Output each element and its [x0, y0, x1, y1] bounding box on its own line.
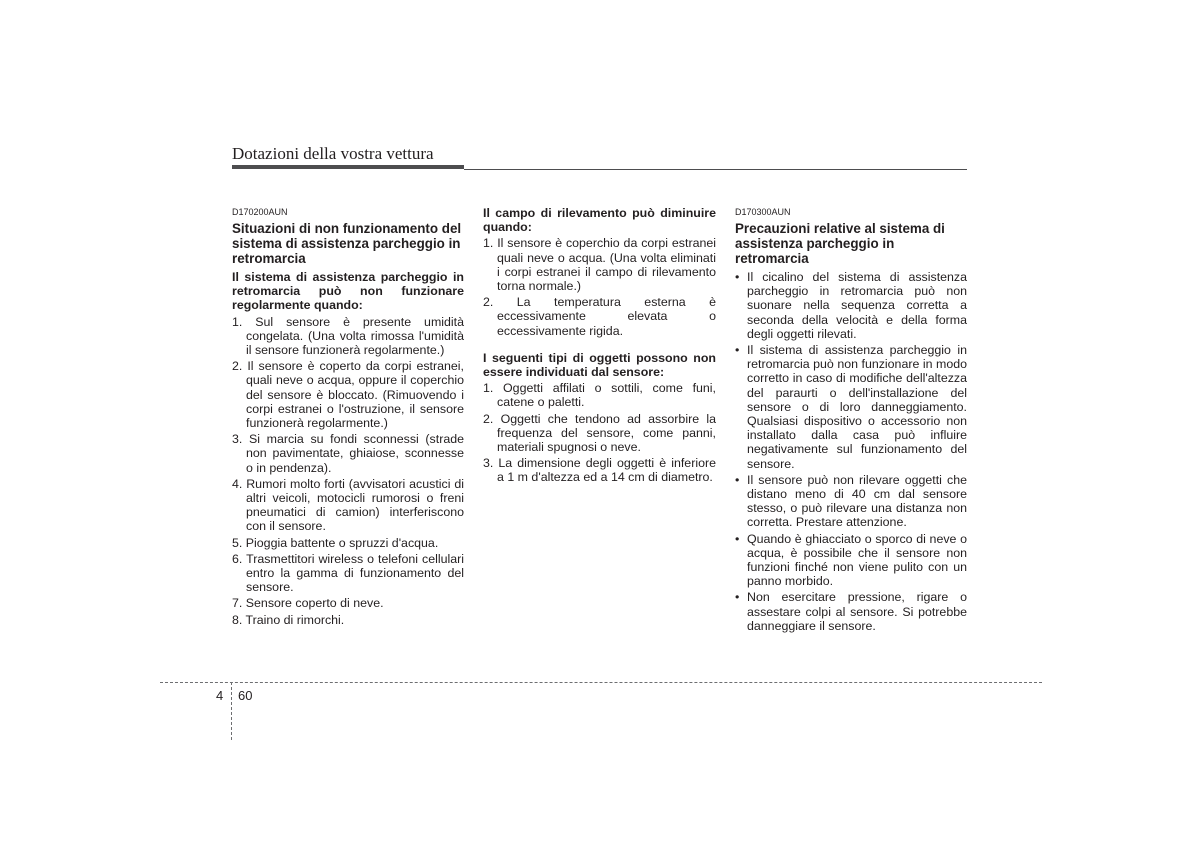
- list-item: 6. Trasmettitori wireless o telefoni cellulari entro la gamma di funzionamento del sensore.: [232, 551, 464, 595]
- list-item: [735, 343, 967, 471]
- list-item: 2. Oggetti che tendono ad assorbire la frequenza del sensore, come panni, materiali spugnosi o neve.: [483, 411, 716, 455]
- list-item: 1. Sul sensore è presente umidità congelata. (Una volta rimossa l'umidità il sensore funzionerà regolarmente.): [232, 314, 464, 358]
- list-item: 1. Il sensore è coperchio da corpi estranei quali neve o acqua. (Una volta eliminati i corpi estranei il campo di rilevamento torna normale.): [483, 236, 716, 294]
- detection-range-list: [483, 236, 716, 337]
- list-item: 5. Pioggia battente o spruzzi d'acqua.: [232, 535, 439, 550]
- header-rule-thin: [464, 169, 967, 170]
- middle-column: [483, 206, 716, 487]
- undetected-objects-list: [483, 381, 716, 484]
- bullet-icon: •: [735, 472, 740, 487]
- list-item: [735, 590, 967, 633]
- list-item: 1. Oggetti affilati o sottili, come funi, catene o paletti.: [483, 381, 716, 410]
- condition-list: [232, 315, 464, 627]
- section-heading: Situazioni di non funzionamento del sistema di assistenza parcheggio in retromarcia: [232, 221, 462, 266]
- chapter-number: 4: [216, 688, 224, 703]
- bullet-icon: •: [735, 270, 740, 284]
- list-item-text: Il cicalino del sistema di assistenza parcheggio in retromarcia può non suonare nella sequenza corretta a seconda della velocità e della forma degli oggetti rilevati.: [747, 270, 967, 341]
- left-column: [232, 206, 464, 629]
- list-item: 8. Traino di rimorchi.: [232, 612, 345, 627]
- footer-dashed-divider: [231, 682, 232, 740]
- right-column: [735, 206, 967, 635]
- list-item-text: Quando è ghiacciato o sporco di neve o acqua, è possibile che il sensore non funzioni finché non viene pulito con un panno morbido.: [747, 531, 967, 589]
- list-item: 2. La temperatura esterna è eccessivamente elevata o eccessivamente rigida.: [483, 295, 716, 338]
- page-header-title: Dotazioni della vostra vettura: [232, 144, 434, 163]
- list-item: 3. Si marcia su fondi sconnessi (strade non pavimentate, ghiaiose, sconnesse o in pendenza).: [232, 432, 464, 475]
- list-item-text: Il sensore può non rilevare oggetti che distano meno di 40 cm dal sensore stesso, o può rilevare una distanza non corretta. Prestare attenzione.: [747, 472, 967, 530]
- header-rule-thick: [232, 165, 464, 169]
- list-item: 3. La dimensione degli oggetti è inferiore a 1 m d'altezza ed a 14 cm di diametro.: [483, 456, 716, 485]
- page-number: 60: [238, 688, 253, 703]
- section-intro: Il sistema di assistenza parcheggio in retromarcia può non funzionare regolarmente quando:: [232, 270, 464, 313]
- undetected-objects-intro: I seguenti tipi di oggetti possono non essere individuati dal sensore:: [483, 350, 716, 380]
- precautions-list: [735, 270, 967, 633]
- list-item: 2. Il sensore è coperto da corpi estranei, quali neve o acqua, oppure il coperchio del sensore è bloccato. (Rimuovendo i corpi estranei o l'ostruzione, il sensore funzionerà regolarmente.): [232, 359, 464, 431]
- list-item: [735, 473, 967, 530]
- section-code: D170300AUN: [735, 207, 791, 217]
- footer-dashed-rule: [160, 682, 1042, 683]
- list-item-text: Non esercitare pressione, rigare o assestare colpi al sensore. Si potrebbe danneggiare il sensore.: [747, 590, 967, 633]
- list-item: 7. Sensore coperto di neve.: [232, 596, 384, 611]
- bullet-icon: •: [735, 590, 740, 605]
- list-item: 4. Rumori molto forti (avvisatori acustici di altri veicoli, motocicli rumorosi o freni pneumatici di camion) interferiscono con il sensore.: [232, 476, 464, 534]
- bullet-icon: •: [735, 343, 740, 358]
- list-item-text: Il sistema di assistenza parcheggio in retromarcia può non funzionare in modo corretto in caso di modifiche dell'altezza del paraurti o dell'installazione del sensore o di loro danneggiamento. Qualsiasi dispositivo o accessorio non installato dalla casa può influire negativamente sul funzionamento del sensore.: [747, 343, 967, 471]
- section-heading: Precauzioni relative al sistema di assistenza parcheggio in retromarcia: [735, 221, 945, 266]
- section-code: D170200AUN: [232, 207, 288, 217]
- bullet-icon: •: [735, 531, 740, 546]
- list-item: [735, 270, 967, 341]
- list-item: [735, 532, 967, 589]
- detection-range-intro: Il campo di rilevamento può diminuire quando:: [483, 206, 716, 235]
